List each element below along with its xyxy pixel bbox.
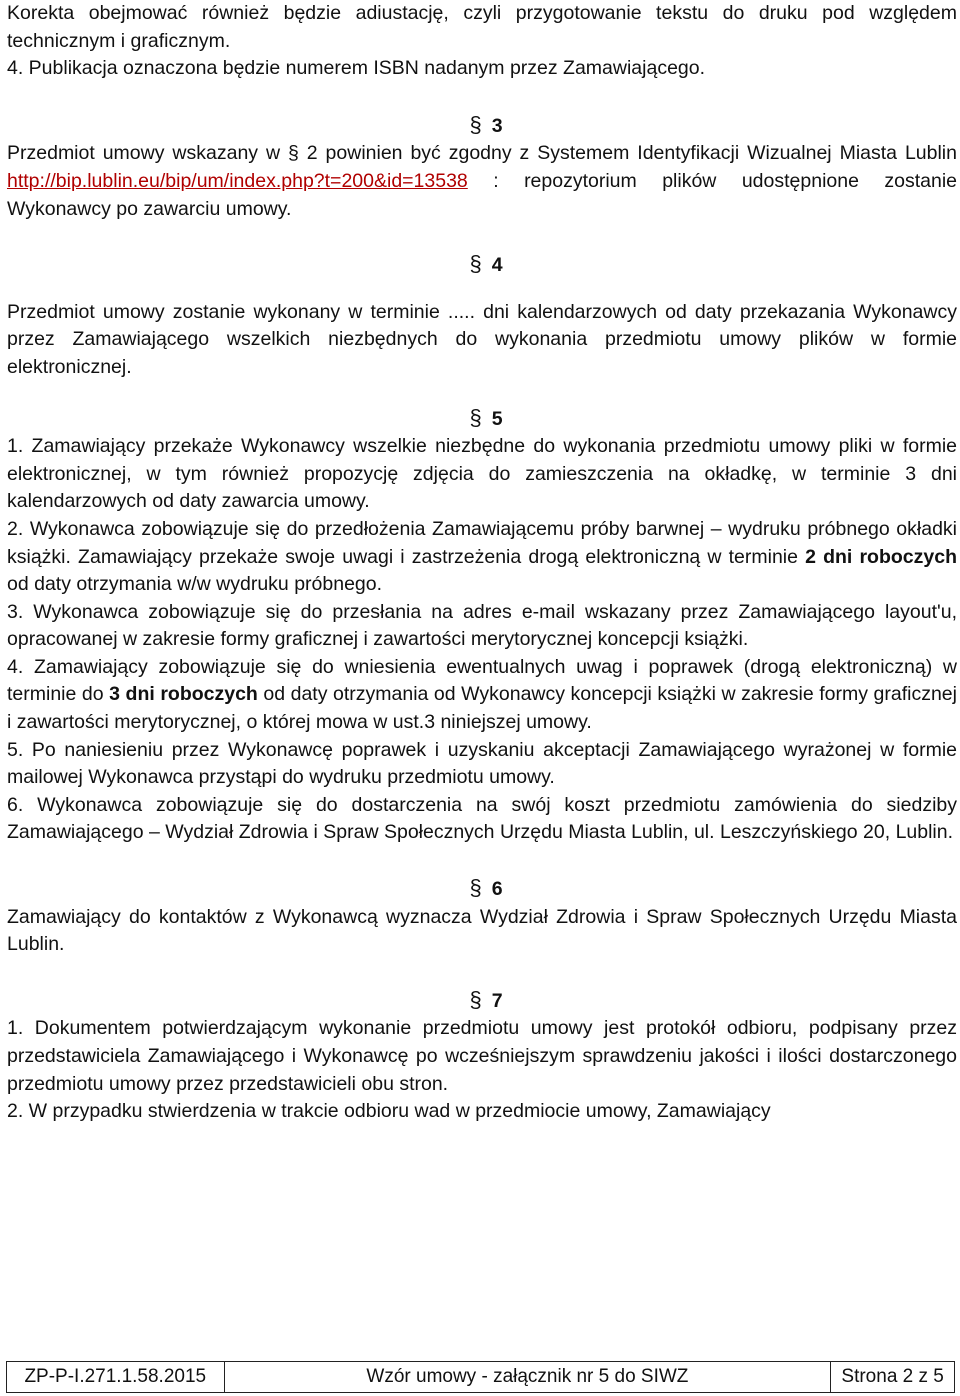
bold-term: 2 dni roboczych [805, 545, 957, 568]
text-span: od daty otrzymania w/w wydruku próbnego. [7, 573, 383, 596]
section-5-item-1: 1. Zamawiający przekaże Wykonawcy wszelkie niezbędne do wykonania przedmiotu umowy pliki w formie elektronicznej, w tym również propozycję zdjęcia do zamieszczenia na okładkę, w terminie 3 dni kalendarzowych od daty zawarcia umowy. [7, 435, 957, 513]
section-3-text-before: Przedmiot umowy wskazany w § 2 powinien być zgodny z Systemem Identyfikacji Wizualnej Miasta Lublin [7, 142, 957, 165]
section-number: 6 [491, 878, 503, 901]
section-5-item-2 [7, 516, 957, 599]
section-7-item-1: 1. Dokumentem potwierdzającym wykonanie przedmiotu umowy jest protokół odbioru, podpisany przez przedstawiciela Zamawiającego i Wykonawcę po wcześniejszym sprawdzeniu jakości i ilości dostarczonego przedmiotu umowy przez przedstawicieli obu stron. [7, 1017, 957, 1095]
intro-item-4: 4. Publikacja oznaczona będzie numerem ISBN nadanym przez Zamawiającego. [7, 57, 706, 80]
footer-title: Wzór umowy - załącznik nr 5 do SIWZ [225, 1362, 832, 1392]
section-5-item-5: 5. Po naniesieniu przez Wykonawcę poprawek i uzyskaniu akceptacji Zamawiającego wyrażonej w formie mailowej Wykonawca przystąpi do wydruku przedmiotu umowy. [7, 738, 957, 789]
section-4-heading [7, 250, 957, 280]
section-5-item-4 [7, 654, 957, 737]
section-4-text: Przedmiot umowy zostanie wykonany w terminie ..... dni kalendarzowych od daty przekazania Wykonawcy przez Zamawiającego wszelkich niezbędnych do wykonania przedmiotu umowy plików w formie elektronicznej. [7, 300, 957, 378]
section-7-item-2: 2. W przypadku stwierdzenia w trakcie odbioru wad w przedmiocie umowy, Zamawiający [7, 1100, 771, 1123]
section-5-heading [7, 404, 957, 434]
section-number: 4 [491, 254, 503, 277]
section-number: 7 [491, 989, 503, 1012]
text-span: od daty otrzymania od Wykonawcy koncepcji książki w zakresie formy graficznej i zawartości merytorycznej, o której mowa w ust.3 niniejszej umowy. [7, 683, 957, 734]
section-3-text-after: : repozytorium plików udostępnione zostanie Wykonawcy po zawarciu umowy. [7, 169, 957, 220]
section-number: 3 [491, 114, 503, 137]
section-5-item-3: 3. Wykonawca zobowiązuje się do przesłania na adres e-mail wskazany przez Zamawiającego layout'u, opracowanej w zakresie formy graficznej i zawartości merytorycznej koncepcji książki. [7, 600, 957, 651]
section-6-text: Zamawiający do kontaktów z Wykonawcą wyznacza Wydział Zdrowia i Spraw Społecznych Urzędu Miasta Lublin. [7, 905, 957, 956]
paragraph-sign-icon: § [469, 986, 482, 1012]
footer-reference: ZP-P-I.271.1.58.2015 [7, 1362, 225, 1392]
text-span: 4. Zamawiający zobowiązuje się do wniesienia ewentualnych uwag i poprawek (drogą elektroniczną) w terminie do [7, 655, 957, 706]
section-3-heading [7, 111, 957, 141]
section-7-heading [7, 986, 957, 1016]
page-footer [6, 1361, 955, 1393]
intro-paragraph: Korekta obejmować również będzie adiustację, czyli przygotowanie tekstu do druku pod względem technicznym i graficznym. [7, 2, 957, 52]
footer-page-number: Strona 2 z 5 [841, 1366, 944, 1387]
paragraph-sign-icon: § [469, 875, 482, 901]
paragraph-sign-icon: § [469, 111, 482, 137]
bold-term: 3 dni roboczych [109, 683, 258, 706]
bip-link[interactable]: http://bip.lublin.eu/bip/um/index.php?t=200&id=13538 [7, 169, 468, 192]
text-span: 2. Wykonawca zobowiązuje się do przedłożenia Zamawiającemu próby barwnej – wydruku próbnego okładki książki. Zamawiający przekaże swoje uwagi i zastrzeżenia drogą elektroniczną w terminie [7, 517, 957, 568]
section-3-text [7, 140, 957, 223]
section-5-item-6: 6. Wykonawca zobowiązuje się do dostarczenia na swój koszt przedmiotu zamówienia do siedziby Zamawiającego – Wydział Zdrowia i Spraw Społecznych Urzędu Miasta Lublin, ul. Leszczyńskiego 20, Lublin. [7, 793, 957, 844]
paragraph-sign-icon: § [469, 251, 482, 277]
paragraph-sign-icon: § [469, 404, 482, 430]
document-page [7, 0, 957, 1126]
section-number: 5 [491, 407, 503, 430]
section-6-heading [7, 874, 957, 904]
